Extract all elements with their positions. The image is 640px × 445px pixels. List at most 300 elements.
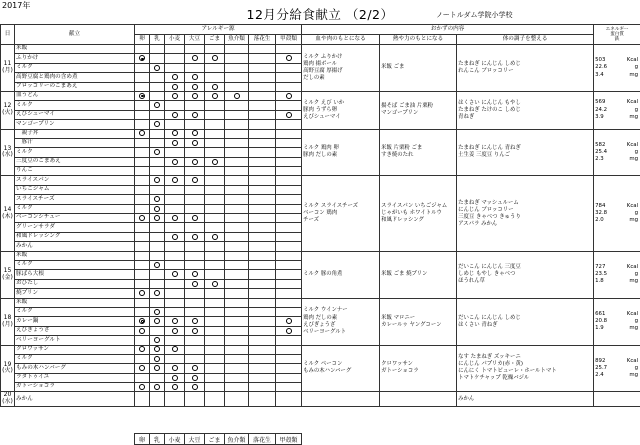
allergen-mark	[150, 129, 165, 138]
circle-mark	[212, 159, 218, 165]
circle-mark	[192, 281, 198, 287]
nutrition-value: 3.9	[595, 113, 604, 120]
okazu-line: 米飯 ごま	[381, 64, 405, 71]
allergen-mark	[135, 91, 150, 100]
allergen-mark	[135, 176, 150, 185]
allergen-mark	[165, 242, 185, 251]
allergen-mark	[276, 185, 302, 194]
nutrition-value: 24.2	[595, 106, 608, 113]
allergen-mark	[205, 260, 225, 269]
okazu-green	[457, 345, 594, 392]
allergen-mark	[165, 345, 185, 354]
circle-mark	[154, 262, 160, 268]
okazu-green	[457, 251, 594, 298]
allergen-mark	[249, 242, 276, 251]
nutrition-value: 1.9	[595, 325, 604, 332]
allergen-mark	[205, 223, 225, 232]
okazu-line: ミルク 鶏肉 卵	[303, 145, 339, 152]
nutrition-value: 727	[595, 263, 606, 270]
allergen-mark	[150, 251, 165, 260]
circle-mark	[154, 206, 160, 212]
allergen-mark	[205, 289, 225, 298]
allergen-mark	[276, 251, 302, 260]
allergen-mark	[150, 214, 165, 223]
allergen-mark	[276, 82, 302, 91]
allergen-mark	[150, 364, 165, 373]
day-date-text: (火)	[2, 367, 13, 375]
allergen-mark	[150, 167, 165, 176]
circle-mark	[286, 318, 292, 324]
circle-mark	[192, 159, 198, 165]
allergen-mark	[225, 354, 249, 363]
circle-mark	[172, 328, 178, 334]
allergen-mark	[225, 63, 249, 72]
allergen-mark	[185, 223, 205, 232]
allergen-mark	[276, 223, 302, 232]
allergen-mark	[185, 110, 205, 119]
allergen-mark	[276, 298, 302, 307]
circle-mark	[172, 271, 178, 277]
okazu-line: マンゴープリン	[381, 110, 419, 117]
allergen-mark	[276, 129, 302, 138]
allergen-mark	[150, 120, 165, 129]
dish-name: ふりかけ	[15, 54, 135, 63]
dish-name: 和風ドレッシング	[15, 232, 135, 241]
okazu-yellow	[380, 392, 457, 407]
allergen-mark	[249, 82, 276, 91]
dish-name: カレー鍋	[15, 317, 135, 326]
allergen-mark	[185, 232, 205, 241]
nutrition-unit: Kcal	[626, 202, 639, 209]
okazu-line: 米飯 マロニー	[381, 314, 416, 321]
allergen-mark	[225, 383, 249, 392]
allergen-mark	[135, 54, 150, 63]
nutrition-value: 25.7	[595, 364, 608, 371]
allergen-mark	[225, 251, 249, 260]
header-nutri-protein: 蛋白質	[610, 31, 624, 37]
circle-mark	[192, 384, 198, 390]
okazu-line: えびぎょうざ	[303, 321, 336, 328]
allergen-mark	[225, 364, 249, 373]
allergen-mark	[185, 279, 205, 288]
dish-row	[1, 345, 640, 354]
allergen-mark	[150, 289, 165, 298]
allergen-mark	[249, 167, 276, 176]
nutrition-cell	[594, 298, 640, 345]
allergen-mark	[185, 289, 205, 298]
menu-table	[0, 24, 640, 407]
allergen-mark	[276, 120, 302, 129]
circle-mark	[192, 140, 198, 146]
allergen-mark	[225, 195, 249, 204]
nutrition-value: 892	[595, 357, 606, 364]
allergen-mark	[225, 110, 249, 119]
allergen-mark	[185, 373, 205, 382]
allergen-mark	[185, 45, 205, 54]
allergen-mark	[165, 383, 185, 392]
allergen-footer-0: 卵	[135, 434, 150, 445]
dish-name: ミルク	[15, 204, 135, 213]
okazu-line: 和風ドレッシング	[381, 217, 424, 224]
allergen-mark	[225, 73, 249, 82]
nutrition-line	[595, 318, 639, 325]
allergen-mark	[276, 270, 302, 279]
allergen-mark	[205, 317, 225, 326]
circle-mark	[172, 130, 178, 136]
allergen-mark	[165, 63, 185, 72]
day-date-text: 13	[3, 144, 12, 152]
allergen-mark	[225, 45, 249, 54]
allergen-mark	[135, 279, 150, 288]
allergen-mark	[135, 373, 150, 382]
allergen-mark	[225, 204, 249, 213]
allergen-footer-7: 甲殻類	[276, 434, 302, 445]
allergen-footer	[134, 433, 302, 445]
header-nutri-iron: 鉄	[614, 37, 620, 43]
okazu-line: たまねぎ にんじん しめじ	[458, 60, 521, 67]
allergen-mark	[276, 260, 302, 269]
nutrition-line	[595, 107, 639, 114]
allergen-mark	[249, 364, 276, 373]
okazu-line: 鶏肉 だしの素	[303, 314, 338, 321]
nutrition-line	[595, 365, 639, 372]
day-date-text: (月)	[2, 320, 13, 328]
okazu-yellow	[380, 345, 457, 392]
allergen-mark	[249, 129, 276, 138]
allergen-mark	[135, 354, 150, 363]
nutrition-value: 661	[595, 310, 606, 317]
nutrition-line	[595, 372, 639, 379]
day-date-text: (火)	[2, 109, 13, 117]
allergen-mark	[135, 148, 150, 157]
allergen-mark	[165, 392, 185, 407]
circle-mark	[154, 365, 160, 371]
circle-mark	[192, 234, 198, 240]
day-date-text: (金)	[2, 273, 13, 281]
allergen-mark	[150, 223, 165, 232]
allergen-mark	[205, 214, 225, 223]
okazu-line: 高野豆腐 厚揚げ	[303, 67, 343, 74]
okazu-line: ガトーショコラ	[381, 368, 419, 375]
okazu-green	[457, 298, 594, 345]
dish-name: みかん	[15, 242, 135, 251]
allergen-mark	[165, 279, 185, 288]
allergen-mark	[185, 392, 205, 407]
circle-mark	[192, 365, 198, 371]
okazu-line: すき焼のたれ	[381, 152, 414, 159]
allergen-mark	[205, 364, 225, 373]
allergen-mark	[225, 185, 249, 194]
allergen-mark	[135, 289, 150, 298]
circle-mark	[192, 328, 198, 334]
allergen-mark	[135, 195, 150, 204]
allergen-mark	[135, 45, 150, 54]
dish-name: ブロッコリーのごまあえ	[15, 82, 135, 91]
circle-mark	[212, 281, 218, 287]
allergen-mark	[276, 45, 302, 54]
allergen-footer-3: 大豆	[185, 434, 205, 445]
circle-mark	[139, 130, 145, 136]
allergen-mark	[249, 204, 276, 213]
allergen-mark	[135, 185, 150, 194]
allergen-mark	[276, 279, 302, 288]
circle-mark	[154, 65, 160, 71]
allergen-mark	[205, 157, 225, 166]
okazu-line: はくさい にんじん もやし	[458, 99, 521, 106]
circle-mark	[172, 93, 178, 99]
dish-row	[1, 129, 640, 138]
allergen-mark	[185, 176, 205, 185]
allergen-mark	[276, 101, 302, 110]
nutrition-line	[595, 203, 639, 210]
allergen-mark	[165, 148, 185, 157]
nutrition-line	[595, 99, 639, 106]
dish-row	[1, 251, 640, 260]
dish-name: 豚ばら大根	[15, 270, 135, 279]
allergen-mark	[205, 185, 225, 194]
allergen-mark	[276, 383, 302, 392]
circle-mark	[212, 84, 218, 90]
allergen-mark	[249, 326, 276, 335]
circle-mark	[172, 177, 178, 183]
allergen-mark	[205, 298, 225, 307]
day-date-text: 14	[3, 205, 12, 213]
okazu-line: えびシューマイ	[303, 113, 341, 120]
allergen-mark	[185, 242, 205, 251]
allergen-footer-1: 乳	[150, 434, 165, 445]
allergen-mark	[225, 176, 249, 185]
allergen-mark	[135, 138, 150, 147]
allergen-mark	[135, 63, 150, 72]
dish-name: ベーコンシチュー	[15, 214, 135, 223]
allergen-mark	[249, 138, 276, 147]
dish-name: ミルク	[15, 354, 135, 363]
circle-mark	[154, 346, 160, 352]
allergen-mark	[249, 307, 276, 316]
dish-name: 三度豆のごまあえ	[15, 157, 135, 166]
dish-name: ガトーショコラ	[15, 383, 135, 392]
okazu-green	[457, 129, 594, 176]
allergen-mark	[150, 110, 165, 119]
allergen-mark	[249, 120, 276, 129]
nutrition-line	[595, 325, 639, 332]
allergen-mark	[165, 260, 185, 269]
allergen-mark	[205, 138, 225, 147]
day-date-text: 20	[3, 391, 12, 399]
nutrition-unit: g	[634, 209, 639, 216]
nutrition-line	[595, 210, 639, 217]
allergen-mark	[205, 345, 225, 354]
allergen-mark	[225, 392, 249, 407]
allergen-mark	[276, 148, 302, 157]
dish-name: ベリーヨーグルト	[15, 336, 135, 345]
circle-mark	[154, 384, 160, 390]
okazu-line: クロワッサン	[381, 361, 413, 368]
dish-name: 焼プリン	[15, 289, 135, 298]
allergen-mark	[249, 148, 276, 157]
dish-row	[1, 45, 640, 54]
allergen-mark	[205, 251, 225, 260]
allergen-mark	[276, 373, 302, 382]
allergen-mark	[135, 232, 150, 241]
day-cell	[1, 392, 15, 407]
okazu-red	[302, 129, 380, 176]
okazu-line: たまねぎ にんじん 青ねぎ	[458, 145, 521, 152]
dish-name: スライスチーズ	[15, 195, 135, 204]
okazu-line: ミルク ベーコン	[303, 361, 343, 368]
allergen-header-2: 小麦	[165, 35, 185, 45]
dish-name: 米飯	[15, 45, 135, 54]
nutrition-unit: g	[634, 64, 639, 71]
header-nutri-energy: エネルギー	[605, 26, 629, 32]
allergen-mark	[225, 82, 249, 91]
allergen-mark	[249, 260, 276, 269]
dish-row	[1, 392, 640, 407]
allergen-mark	[135, 204, 150, 213]
allergen-mark	[185, 129, 205, 138]
allergen-mark	[276, 63, 302, 72]
allergen-mark	[205, 54, 225, 63]
day-cell	[1, 176, 15, 251]
dish-name: マンゴープリン	[15, 120, 135, 129]
allergen-mark	[185, 345, 205, 354]
circle-mark	[172, 375, 178, 381]
allergen-mark	[135, 101, 150, 110]
allergen-mark	[150, 392, 165, 407]
allergen-mark	[185, 270, 205, 279]
dish-name: いちごジャム	[15, 185, 135, 194]
allergen-mark	[276, 232, 302, 241]
allergen-header-4: ごま	[205, 35, 225, 45]
header-row-1	[1, 25, 640, 35]
dish-name: えびぎょうざ	[15, 326, 135, 335]
okazu-line: もみの木ハンバーグ	[303, 368, 352, 375]
nutrition-line	[595, 114, 639, 121]
allergen-mark	[205, 204, 225, 213]
allergen-footer-5: 魚介類	[225, 434, 249, 445]
dish-row	[1, 91, 640, 100]
nutrition-value: 2.0	[595, 217, 604, 224]
allergen-mark	[185, 167, 205, 176]
allergen-mark	[276, 204, 302, 213]
allergen-mark	[225, 270, 249, 279]
dish-name: ラタトゥイユ	[15, 373, 135, 382]
nutrition-value: 32.8	[595, 209, 608, 216]
allergen-mark	[205, 383, 225, 392]
allergen-mark	[225, 157, 249, 166]
allergen-mark	[135, 326, 150, 335]
allergen-mark	[185, 204, 205, 213]
okazu-line: だしの素	[303, 74, 325, 81]
allergen-mark	[150, 270, 165, 279]
allergen-mark	[249, 91, 276, 100]
allergen-mark	[150, 232, 165, 241]
allergen-mark	[185, 73, 205, 82]
allergen-mark	[135, 120, 150, 129]
allergen-mark	[225, 260, 249, 269]
nutrition-unit: g	[634, 270, 639, 277]
allergen-mark	[150, 279, 165, 288]
day-date-text: (水)	[2, 151, 13, 159]
allergen-mark	[225, 279, 249, 288]
allergen-mark	[205, 392, 225, 407]
allergen-mark	[205, 326, 225, 335]
allergen-mark	[185, 195, 205, 204]
okazu-green	[457, 392, 594, 407]
allergen-mark	[225, 91, 249, 100]
allergen-mark	[249, 63, 276, 72]
circle-mark	[139, 384, 145, 390]
okazu-yellow	[380, 298, 457, 345]
allergen-mark	[249, 336, 276, 345]
allergen-header-5: 魚介類	[225, 35, 249, 45]
allergen-mark	[185, 364, 205, 373]
allergen-mark	[150, 82, 165, 91]
allergen-mark	[185, 91, 205, 100]
circle-mark	[154, 121, 160, 127]
dish-name: スライスパン	[15, 176, 135, 185]
okazu-line: スライスパン いちごジャム	[381, 203, 448, 209]
allergen-mark	[205, 129, 225, 138]
nutrition-unit: Kcal	[626, 141, 639, 148]
allergen-mark	[165, 232, 185, 241]
okazu-line: ミルク スライスチーズ	[303, 203, 358, 209]
allergen-mark	[185, 336, 205, 345]
okazu-line: にんにく トマトピューレ・ホールトマト	[458, 368, 557, 375]
header-nutrition	[594, 25, 640, 45]
nutrition-cell	[594, 392, 640, 407]
okazu-green	[457, 45, 594, 92]
nutrition-unit: Kcal	[626, 310, 639, 317]
allergen-mark	[225, 54, 249, 63]
nutrition-value: 20.8	[595, 317, 608, 324]
allergen-mark	[165, 45, 185, 54]
allergen-mark	[185, 298, 205, 307]
day-date-text: 18	[3, 313, 12, 321]
nutrition-line	[595, 57, 639, 64]
allergen-mark	[150, 317, 165, 326]
allergen-footer-2: 小麦	[165, 434, 185, 445]
allergen-mark	[205, 176, 225, 185]
nutrition-unit: Kcal	[626, 99, 639, 106]
nutrition-unit: mg	[629, 372, 639, 379]
allergen-mark	[205, 148, 225, 157]
allergen-mark	[249, 298, 276, 307]
allergen-mark	[150, 242, 165, 251]
dish-name: 豚汁	[15, 138, 135, 147]
circle-mark	[154, 102, 160, 108]
circle-mark	[192, 177, 198, 183]
allergen-mark	[150, 138, 165, 147]
allergen-mark	[276, 242, 302, 251]
allergen-mark	[276, 289, 302, 298]
okazu-line: はくさい 青ねぎ	[458, 321, 498, 328]
okazu-red	[302, 345, 380, 392]
circle-mark	[139, 215, 145, 221]
school-name: ノートルダム学院小学校	[436, 11, 513, 19]
okazu-line: たまねぎ マッシュルーム	[458, 199, 519, 206]
dish-name: 米飯	[15, 298, 135, 307]
okazu-yellow	[380, 251, 457, 298]
circle-mark	[192, 318, 198, 324]
okazu-line: たまねぎ たけのこ しめじ	[458, 106, 521, 113]
nutrition-unit: g	[634, 364, 639, 371]
allergen-mark	[276, 176, 302, 185]
allergen-mark	[135, 110, 150, 119]
dish-name: クロワッサン	[15, 345, 135, 354]
nutrition-value: 569	[595, 99, 606, 106]
header-allergy: アレルギー源	[135, 25, 302, 35]
